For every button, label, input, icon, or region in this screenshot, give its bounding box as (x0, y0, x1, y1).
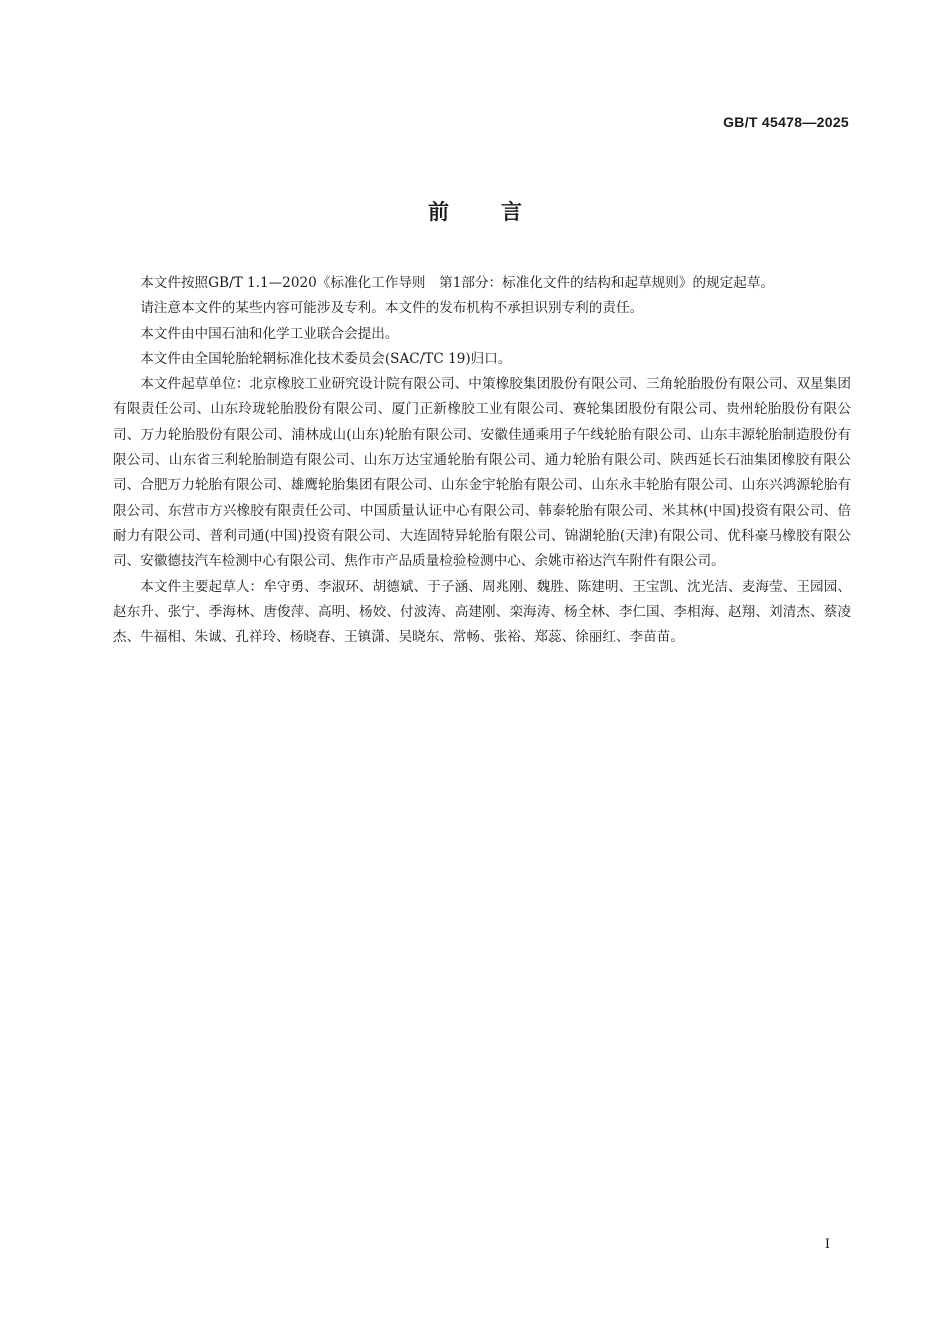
paragraph-patent-notice: 请注意本文件的某些内容可能涉及专利。本文件的发布机构不承担识别专利的责任。 (140, 300, 644, 317)
standard-code: GB/T 45478—2025 (723, 114, 849, 130)
paragraph-drafting-units: 本文件起草单位：北京橡胶工业研究设计院有限公司、中策橡胶集团股份有限公司、三角轮胎股份有限公司、双星集团有限责任公司、山东玲珑轮胎股份有限公司、厦门正新橡胶工业有限公司、赛轮集团股份有限公司、贵州轮胎股份有限公司、万力轮胎股份有限公司、浦林成山(山东)轮胎有限公司、安徽佳通乘用子午线轮胎有限公司、山东丰源轮胎制造股份有限公司、山东省三利轮胎制造有限公司、山东万达宝通轮胎有限公司、通力轮胎有限公司、陕西延长石油集团橡胶有限公司、合肥万力轮胎有限公司、雄鹰轮胎集团有限公司、山东金宇轮胎有限公司、山东永丰轮胎有限公司、山东兴鸿源轮胎有限公司、东营市方兴橡胶有限责任公司、中国质量认证中心有限公司、韩泰轮胎有限公司、米其林(中国)投资有限公司、倍耐力有限公司、普利司通(中国)投资有限公司、大连固特异轮胎有限公司、锦湖轮胎(天津)有限公司、优科豪马橡胶有限公司、安徽德技汽车检测中心有限公司、焦作市产品质量检验检测中心、余姚市裕达汽车附件有限公司。 (113, 376, 851, 570)
page-title: 前言 (428, 200, 574, 224)
paragraph-drafting-rules: 本文件按照GB/T 1.1—2020《标准化工作导则 第1部分：标准化文件的结构和起草规则》的规定起草。 (140, 275, 775, 291)
paragraph-proposer: 本文件由中国石油和化学工业联合会提出。 (140, 325, 399, 342)
foreword-body (113, 271, 851, 650)
page-number: I (824, 1237, 830, 1252)
paragraph-drafters: 本文件主要起草人：牟守勇、李淑环、胡德斌、于子涵、周兆刚、魏胜、陈建明、王宝凯、沈光洁、麦海莹、王园园、赵东升、张宁、季海林、唐俊萍、高明、杨姣、付波涛、高建刚、栾海涛、杨全林、李仁国、李相海、赵翔、刘清杰、蔡凌杰、牛福相、朱诚、孔祥玲、杨晓春、王镇潇、吴晓东、常畅、张裕、郑蕊、徐丽红、李苗苗。 (113, 578, 851, 646)
paragraph-committee: 本文件由全国轮胎轮辋标准化技术委员会(SAC/TC 19)归口。 (140, 350, 512, 367)
